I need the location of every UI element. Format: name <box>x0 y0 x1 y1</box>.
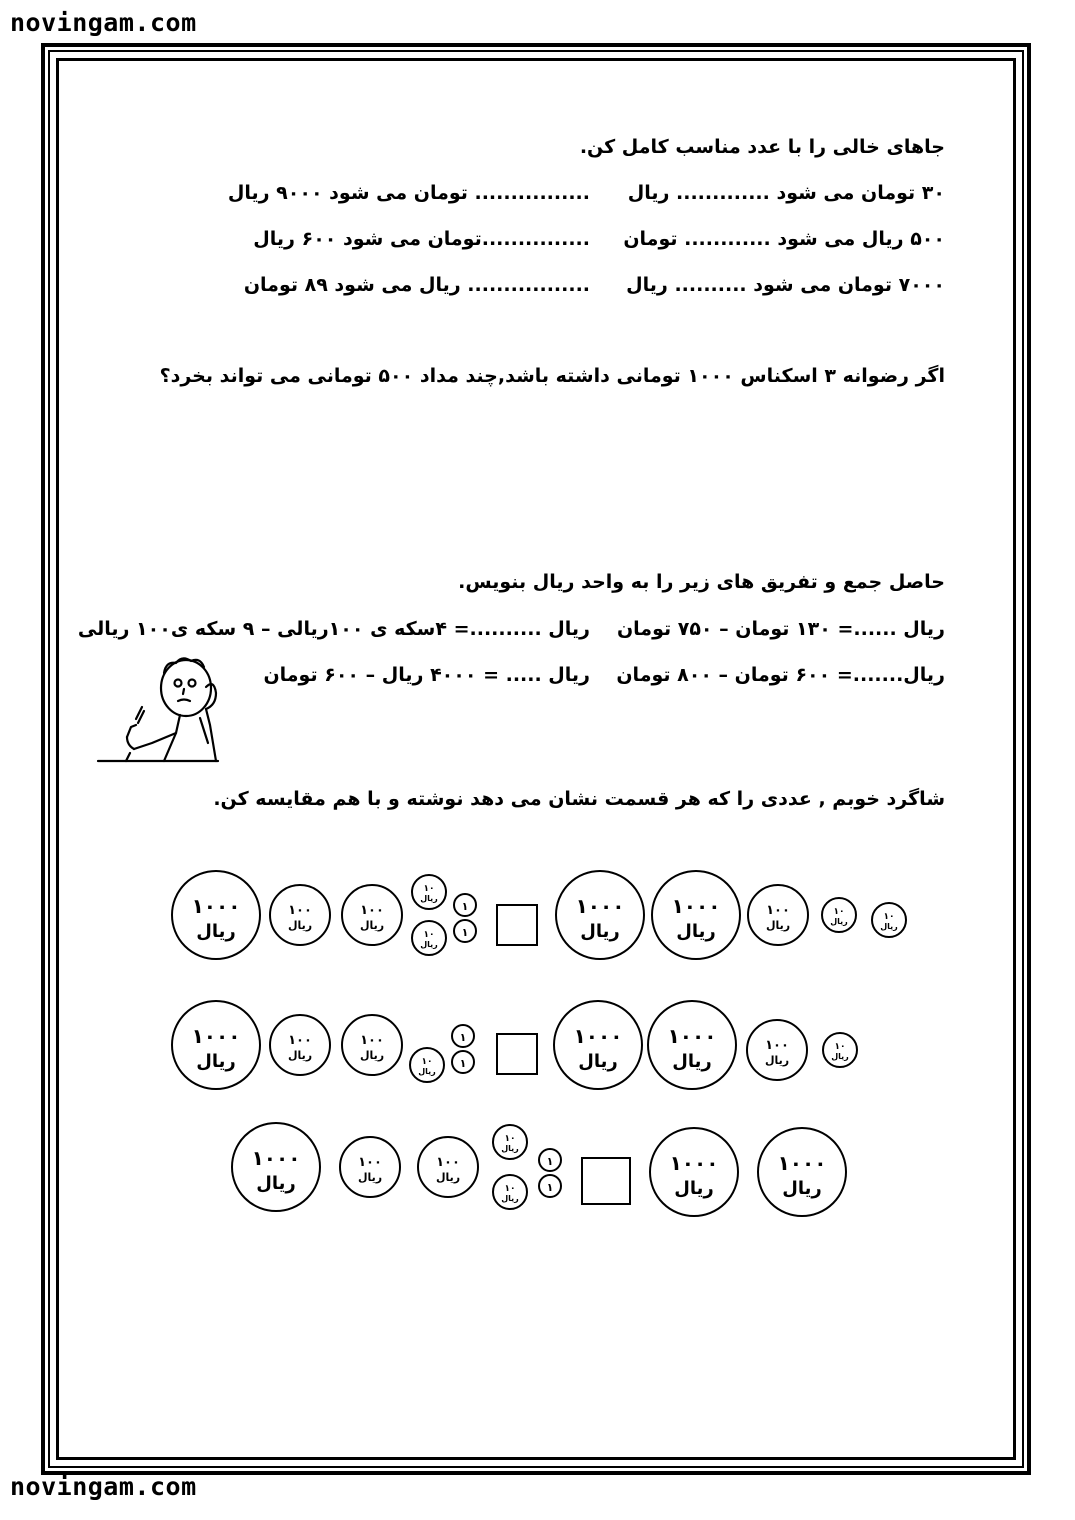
fill-blank-row-3-left: ................. ریال می شود ۸۹ تومان <box>243 274 590 296</box>
coin-100-rial <box>342 1015 402 1075</box>
comparison-heading: شاگرد خوبم , عددی را که هر قسمت نشان می دهد نوشته و با هم مقایسه کن. <box>213 788 945 810</box>
coin-10-rial <box>872 903 906 937</box>
coin-100-rial <box>342 885 402 945</box>
arithmetic-row-2-right: ریال.......= ۶۰۰ تومان – ۸۰۰ تومان <box>616 664 945 686</box>
coin-row-1 <box>172 871 906 959</box>
coin-10-rial <box>412 875 446 909</box>
watermark-bottom: novingam.com <box>10 1472 197 1501</box>
coin-100-rial <box>270 1015 330 1075</box>
arithmetic-heading: حاصل جمع و تفریق های زیر را به واحد ریال بنویس. <box>458 571 945 593</box>
coin-10-rial <box>823 1033 857 1067</box>
coin-1-rial <box>454 894 476 916</box>
coin-10-rial <box>822 898 856 932</box>
coin-100-rial <box>747 1020 807 1080</box>
coin-1000-rial <box>556 871 644 959</box>
comparison-box <box>582 1158 630 1204</box>
coin-1-rial <box>539 1149 561 1171</box>
coin-row-2 <box>172 1001 857 1089</box>
fill-blank-row-1-left: ................ تومان می شود ۹۰۰۰ ریال <box>227 182 590 204</box>
coin-10-rial <box>493 1175 527 1209</box>
coin-comparison-area: ری ری ری <box>160 860 920 1220</box>
coin-100-rial <box>270 885 330 945</box>
coin-1000-rial <box>172 1001 260 1089</box>
arithmetic-row-1-right: ریال ......= ۱۳۰ تومان – ۷۵۰ تومان <box>616 618 945 640</box>
coin-1000-rial <box>172 871 260 959</box>
comparison-box <box>497 905 537 945</box>
coin-100-rial <box>418 1137 478 1197</box>
coin-1000-rial <box>648 1001 736 1089</box>
thinking-child-illustration <box>94 653 224 769</box>
fill-blank-row-3-right: ۷۰۰۰ تومان می شود .......... ریال <box>626 274 945 296</box>
coin-1-rial <box>452 1051 474 1073</box>
coin-1000-rial <box>232 1123 320 1211</box>
coin-1-rial <box>452 1025 474 1047</box>
coin-10-rial <box>412 921 446 955</box>
coin-100-rial <box>340 1137 400 1197</box>
fill-blank-row-2-left: ...............تومان می شود ۶۰۰ ریال <box>253 228 590 250</box>
watermark-top: novingam.com <box>10 8 197 37</box>
coin-1000-rial <box>758 1128 846 1216</box>
coin-10-rial <box>410 1048 444 1082</box>
coin-row-3 <box>232 1123 846 1216</box>
coin-100-rial <box>748 885 808 945</box>
coin-1000-rial <box>554 1001 642 1089</box>
word-problem-question: اگر رضوانه ۳ اسکناس ۱۰۰۰ تومانی داشته باشد,چند مداد ۵۰۰ تومانی می تواند بخرد؟ <box>159 365 945 387</box>
coin-1000-rial <box>652 871 740 959</box>
fill-blank-row-1-right: ۳۰ تومان می شود ............. ریال <box>627 182 945 204</box>
fill-blank-row-2-right: ۵۰۰ ریال می شود ............ تومان <box>623 228 945 250</box>
arithmetic-row-1-left: ریال ..........= ۴سکه ی ۱۰۰ریالی – ۹ سکه ی۱۰۰ ریالی <box>77 618 590 640</box>
coin-1-rial <box>539 1175 561 1197</box>
arithmetic-row-2-left: ریال ..... = ۴۰۰۰ ریال – ۶۰۰ تومان <box>263 664 590 686</box>
fill-blank-heading: جاهای خالی را با عدد مناسب کامل کن. <box>579 136 945 158</box>
coin-1000-rial <box>650 1128 738 1216</box>
coin-10-rial <box>493 1125 527 1159</box>
coin-1-rial <box>454 920 476 942</box>
comparison-box <box>497 1034 537 1074</box>
